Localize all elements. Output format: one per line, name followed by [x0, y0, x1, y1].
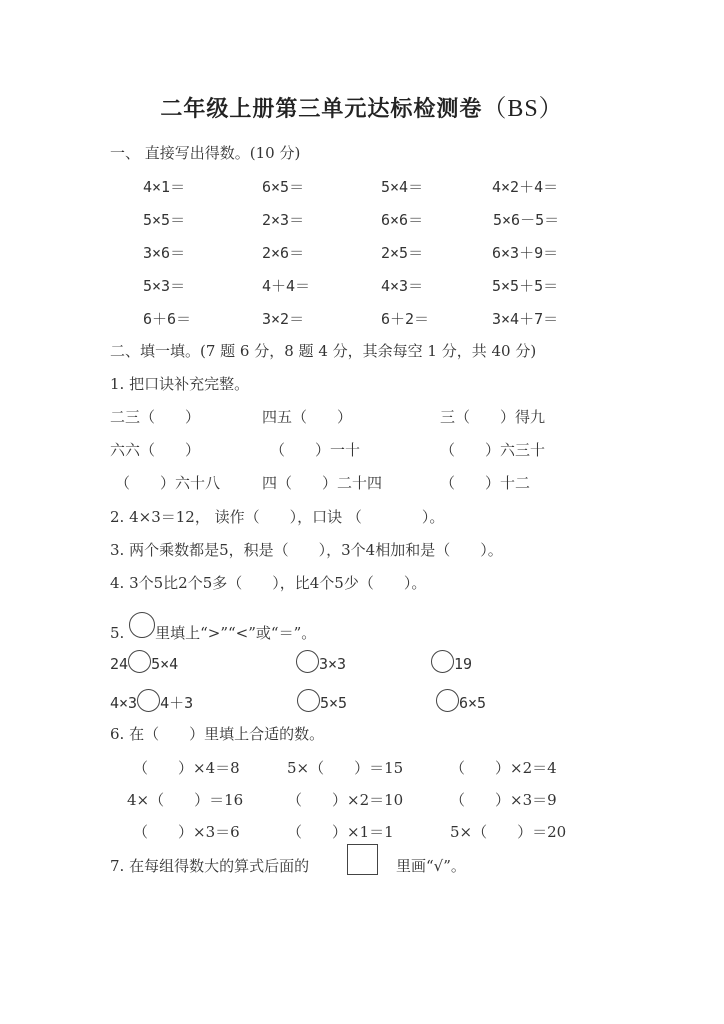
answer-circle[interactable]: [297, 689, 320, 712]
fill-item: （ ）×3＝9: [450, 791, 557, 809]
fill-item: （ ）×3＝6: [133, 823, 240, 841]
compare-right: 4＋3: [160, 694, 194, 712]
fill-item: 四（ ）二十四: [262, 474, 383, 492]
q7-before: 7. 在每组得数大的算式后面的: [110, 857, 310, 875]
fill-item: 4×（ ）＝16: [127, 791, 244, 809]
q5-instruction: 里填上“>”“<”或“＝”。: [155, 624, 317, 642]
problem: 4×3＝: [381, 277, 424, 295]
problem: 5×3＝: [143, 277, 186, 295]
answer-circle[interactable]: [137, 689, 160, 712]
problem: 6×5＝: [262, 178, 305, 196]
fill-item: （ ）一十: [270, 441, 361, 459]
problem: 6＋2＝: [381, 310, 430, 328]
problem: 5×5＋5＝: [492, 277, 559, 295]
answer-box[interactable]: [347, 844, 378, 875]
q5-number: 5.: [110, 624, 125, 642]
fill-item: （ ）十二: [440, 474, 531, 492]
circle-icon: [129, 612, 155, 638]
compare-right: 6×5: [459, 694, 487, 712]
q1-label: 1. 把口诀补充完整。: [110, 375, 250, 393]
problem: 6×3＋9＝: [492, 244, 559, 262]
q2: 2. 4×3＝12， 读作（ ），口诀 （ ）。: [110, 508, 445, 526]
problem: 4×1＝: [143, 178, 186, 196]
compare-left: 24: [110, 655, 129, 673]
q3: 3. 两个乘数都是5，积是（ ），3个4相加和是（ ）。: [110, 541, 503, 559]
fill-item: 5×（ ）＝20: [450, 823, 567, 841]
compare-item: [431, 650, 472, 673]
problem: 6＋6＝: [143, 310, 192, 328]
page-title: [0, 88, 724, 123]
compare-item: [297, 689, 347, 712]
answer-circle[interactable]: [296, 650, 319, 673]
title-suffix: （BS）: [482, 96, 564, 122]
fill-item: （ ）×2＝10: [287, 791, 404, 809]
problem: 5×6－5＝: [493, 211, 560, 229]
compare-left: 4×3: [110, 694, 138, 712]
section1-heading: 一、 直接写出得数。(10 分): [110, 144, 301, 162]
compare-right: 3×3: [319, 655, 347, 673]
problem: 5×5＝: [143, 211, 186, 229]
problem: 6×6＝: [381, 211, 424, 229]
q4: 4. 3个5比2个5多（ ），比4个5少（ ）。: [110, 574, 427, 592]
q6-label: 6. 在（ ）里填上合适的数。: [110, 725, 325, 743]
fill-item: 二三（ ）: [110, 408, 201, 426]
title-text: 二年级上册第三单元达标检测卷: [160, 97, 483, 122]
fill-item: 四五（ ）: [262, 408, 353, 426]
answer-circle[interactable]: [128, 650, 151, 673]
problem: 2×6＝: [262, 244, 305, 262]
problem: 3×6＝: [143, 244, 186, 262]
problem: 4×2＋4＝: [492, 178, 559, 196]
q5-line: [110, 612, 316, 643]
fill-item: 六六（ ）: [110, 441, 201, 459]
answer-circle[interactable]: [436, 689, 459, 712]
problem: 2×3＝: [262, 211, 305, 229]
q7-after: 里画“√”。: [396, 857, 466, 875]
problem: 3×4＋7＝: [492, 310, 559, 328]
problem: 3×2＝: [262, 310, 305, 328]
compare-item: [110, 689, 193, 713]
section2-heading: 二、填一填。(7 题 6 分，8 题 4 分，其余每空 1 分，共 40 分): [110, 342, 537, 360]
answer-circle[interactable]: [431, 650, 454, 673]
problem: 2×5＝: [381, 244, 424, 262]
problem: 4＋4＝: [262, 277, 311, 295]
fill-item: 三（ ）得九: [440, 408, 546, 426]
compare-item: [110, 650, 178, 673]
fill-item: 5×（ ）＝15: [287, 759, 404, 777]
compare-item: [436, 689, 486, 712]
fill-item: （ ）六十八: [115, 474, 221, 492]
fill-item: （ ）×2＝4: [450, 759, 557, 777]
compare-right: 5×4: [151, 655, 179, 673]
fill-item: （ ）六三十: [440, 441, 546, 459]
compare-right: 19: [454, 655, 473, 673]
fill-item: （ ）×4＝8: [133, 759, 240, 777]
problem: 5×4＝: [381, 178, 424, 196]
fill-item: （ ）×1＝1: [287, 823, 394, 841]
compare-item: [296, 650, 346, 673]
compare-right: 5×5: [320, 694, 348, 712]
